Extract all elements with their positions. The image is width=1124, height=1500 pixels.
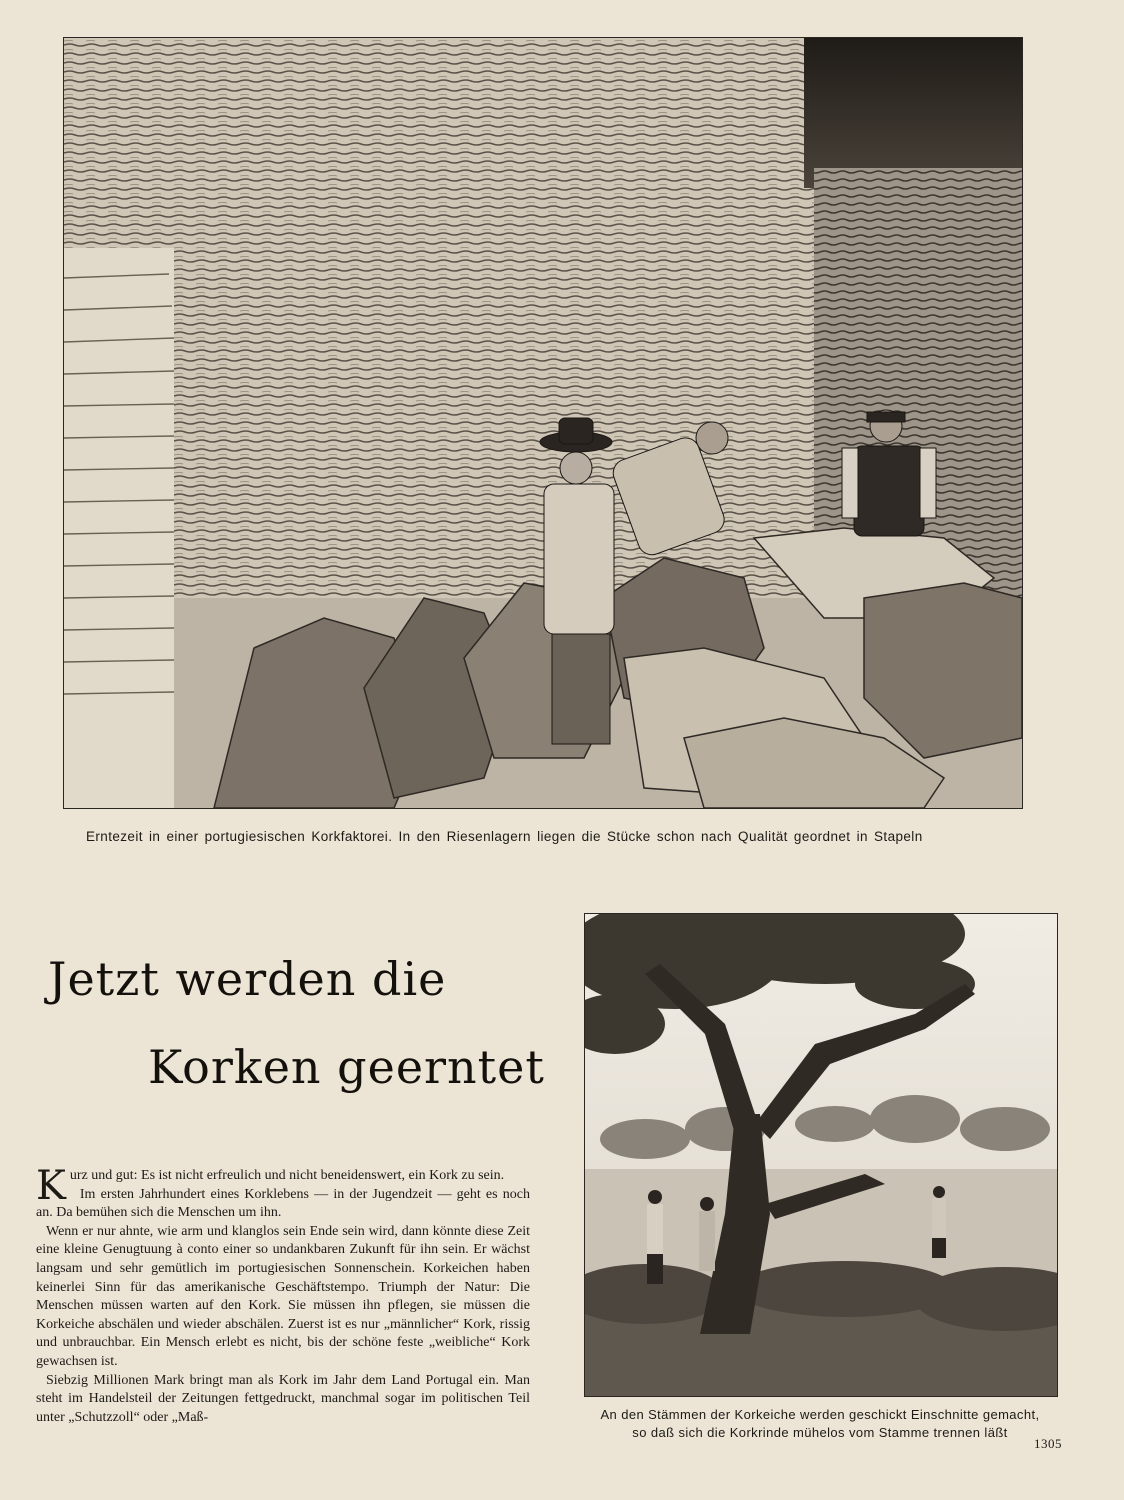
tree-photo-caption [560,1406,1080,1442]
headline-line-2: Korken geerntet [148,1040,545,1094]
factory-photo-caption: Erntezeit in einer portugiesischen Korkfaktorei. In den Riesenlagern liegen die Stücke schon nach Qualität geordnet in Stapeln [86,829,923,844]
cork-factory-illustration [64,38,1022,808]
page-number: 1305 [1034,1436,1062,1451]
tree-caption-line-2: so daß sich die Korkrinde mühelos vom Stamme trennen läßt [632,1425,1008,1440]
article-paragraph: Im ersten Jahrhundert eines Korklebens — in der Jugendzeit — geht es noch an. Da bemühen sich die Menschen um ihn. [36,1186,530,1221]
article-paragraph: Wenn er nur ahnte, wie arm und klanglos sein Ende sein wird, dann könnte diese Zeit eine kleine Genugtuung à conto einer so undankbaren Zukunft für ihn sein. Er wächst langsam und sehr gemütlich im portugiesischen Sonnenschein. Korkeichen haben keinerlei Sinn für das amerikanische Geschäftstempo. Triumph der Natur: Die Menschen müssen warten auf den Kork. Sie müssen ihn pflegen, sie müssen die Korkeiche abschälen und wieder abschälen. Zuerst ist es nur „männlicher“ Kork, rissig und unbrauchbar. Ein Mensch erlebt es nicht, bis der schöne feste „weibliche“ Kork gewachsen ist. [36,1223,530,1369]
cork-oak-photo [584,913,1058,1397]
drop-cap: K [36,1163,66,1209]
cork-oak-illustration [585,914,1057,1396]
tree-caption-line-1: An den Stämmen der Korkeiche werden geschickt Einschnitte gemacht, [600,1407,1040,1422]
article-text: urz und gut: Es ist nicht erfreulich und nicht beneidenswert, ein Kork zu sein. [69,1168,505,1183]
article-paragraph: Siebzig Millionen Mark bringt man als Kork im Jahr dem Land Portugal ein. Man steht im Handelsteil der Zeitungen fettgedruckt, manchmal sogar im politischen Teil unter „Schutzzoll“ oder „Maß- [36,1372,530,1425]
headline-line-1: Jetzt werden die [48,952,447,1006]
cork-factory-photo [63,37,1023,809]
article-body [36,1163,530,1427]
